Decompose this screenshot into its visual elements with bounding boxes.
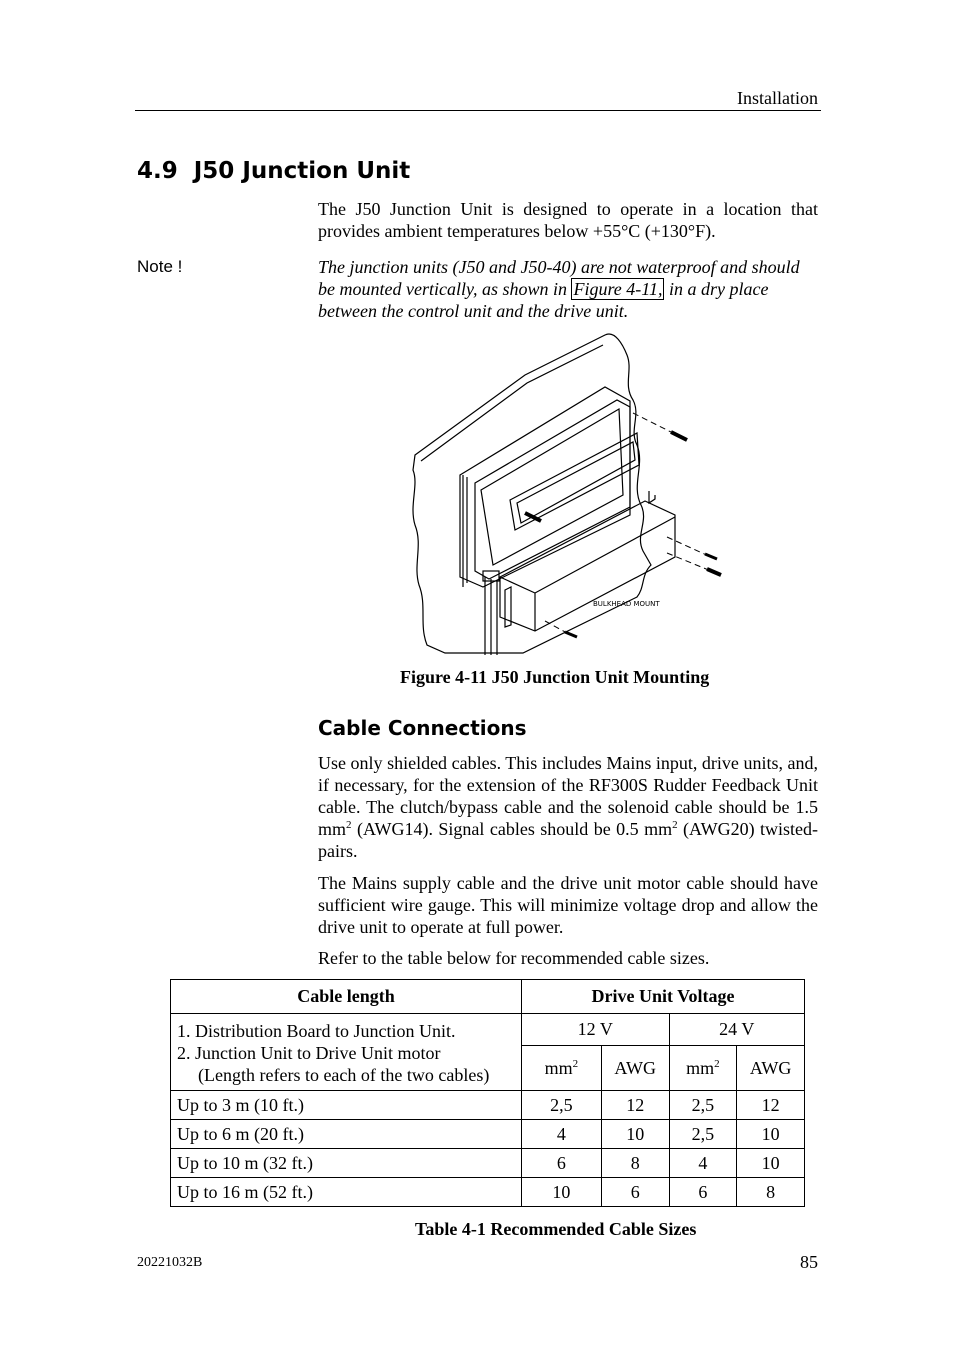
description-line-2: 2. Junction Unit to Drive Unit motor [177,1043,441,1063]
row-awg12: 10 [601,1120,669,1149]
p1-part-a: Use only shielded cables. This includes Mains input, drive units, and, if necessary, for the extension of the RF300S Rudder Feedback Unit cable. The clutch/bypass cable and the solenoid cable should be 1.5 mm [318,753,818,839]
superscript: 2 [672,819,678,831]
unit-mm: mm [544,1057,573,1078]
note-text-before: The junction units (J50 and J50-40) are not waterproof and should be mounted vertically, as shown in [318,257,800,299]
note-text [318,256,818,322]
cable-paragraph-1 [318,752,818,862]
row-mm24: 4 [669,1149,737,1178]
row-awg24: 10 [737,1149,805,1178]
cable-connections-heading: Cable Connections [318,716,527,740]
row-mm12: 4 [522,1120,602,1149]
voltage-row [171,1014,805,1046]
row-awg12: 8 [601,1149,669,1178]
cable-paragraph-2: The Mains supply cable and the drive unit motor cable should have sufficient wire gauge. This will minimize voltage drop and allow the drive unit to operate at full power. [318,873,818,937]
row-mm12: 6 [522,1149,602,1178]
unit-mm: mm [686,1057,715,1078]
cable [485,577,497,655]
running-header: Installation [737,88,818,108]
table-row [171,1091,805,1120]
table-header-row [171,980,805,1014]
superscript: 2 [714,1057,720,1070]
row-mm12: 10 [522,1178,602,1207]
row-mm24: 2,5 [669,1120,737,1149]
row-awg24: 8 [737,1178,805,1207]
section-heading [137,158,410,184]
cable-paragraph-3: Refer to the table below for recommended cable sizes. [318,948,710,968]
table-row [171,1149,805,1178]
unit-mm2-24v [669,1046,737,1091]
row-length: Up to 10 m (32 ft.) [171,1149,522,1178]
row-mm24: 2,5 [669,1091,737,1120]
section-number: 4.9 [137,158,178,184]
header-drive-unit-voltage: Drive Unit Voltage [522,980,805,1014]
unit-mm2-12v [522,1046,602,1091]
row-length: Up to 6 m (20 ft.) [171,1120,522,1149]
row-mm24: 6 [669,1178,737,1207]
front-cover [475,400,630,579]
unit-awg-24v: AWG [737,1046,805,1091]
bulkhead-mount-label: BULKHEAD MOUNT [593,600,660,608]
intro-paragraph: The J50 Junction Unit is designed to operate in a location that provides ambient temperatures below +55°C (+130°F). [318,199,818,241]
row-mm12: 2,5 [522,1091,602,1120]
cable-description [171,1014,522,1091]
p1-part-b: (AWG14). Signal cables should be 0.5 mm [351,819,673,839]
page-number: 85 [800,1252,818,1272]
p1-part-c: (AWG20) twisted-pairs. [318,819,818,861]
table-caption: Table 4-1 Recommended Cable Sizes [415,1219,697,1239]
description-line-3: (Length refers to each of the two cables) [198,1065,490,1085]
figure-caption: Figure 4-11 J50 Junction Unit Mounting [400,667,710,687]
unit-awg-12v: AWG [601,1046,669,1091]
header-rule [135,110,821,111]
section-title: J50 Junction Unit [193,158,411,184]
table-row [171,1178,805,1207]
row-length: Up to 3 m (10 ft.) [171,1091,522,1120]
header-cable-length: Cable length [171,980,522,1014]
junction-unit-figure [405,325,725,655]
figure-link[interactable]: Figure 4-11, [573,279,663,299]
superscript: 2 [572,1057,579,1070]
description-line-1: 1. Distribution Board to Junction Unit. [177,1021,456,1041]
voltage-24v: 24 V [669,1014,804,1046]
table-row [171,1120,805,1149]
voltage-12v: 12 V [522,1014,670,1046]
note-text-after: in a dry place between the control unit and the drive unit. [318,279,769,321]
row-awg24: 10 [737,1120,805,1149]
row-awg12: 12 [601,1091,669,1120]
document-number: 20221032B [137,1255,203,1270]
superscript: 2 [346,819,352,831]
row-awg24: 12 [737,1091,805,1120]
row-length: Up to 16 m (52 ft.) [171,1178,522,1207]
row-awg12: 6 [601,1178,669,1207]
note-label: Note ! [137,257,183,276]
cable-size-table [170,979,805,1207]
